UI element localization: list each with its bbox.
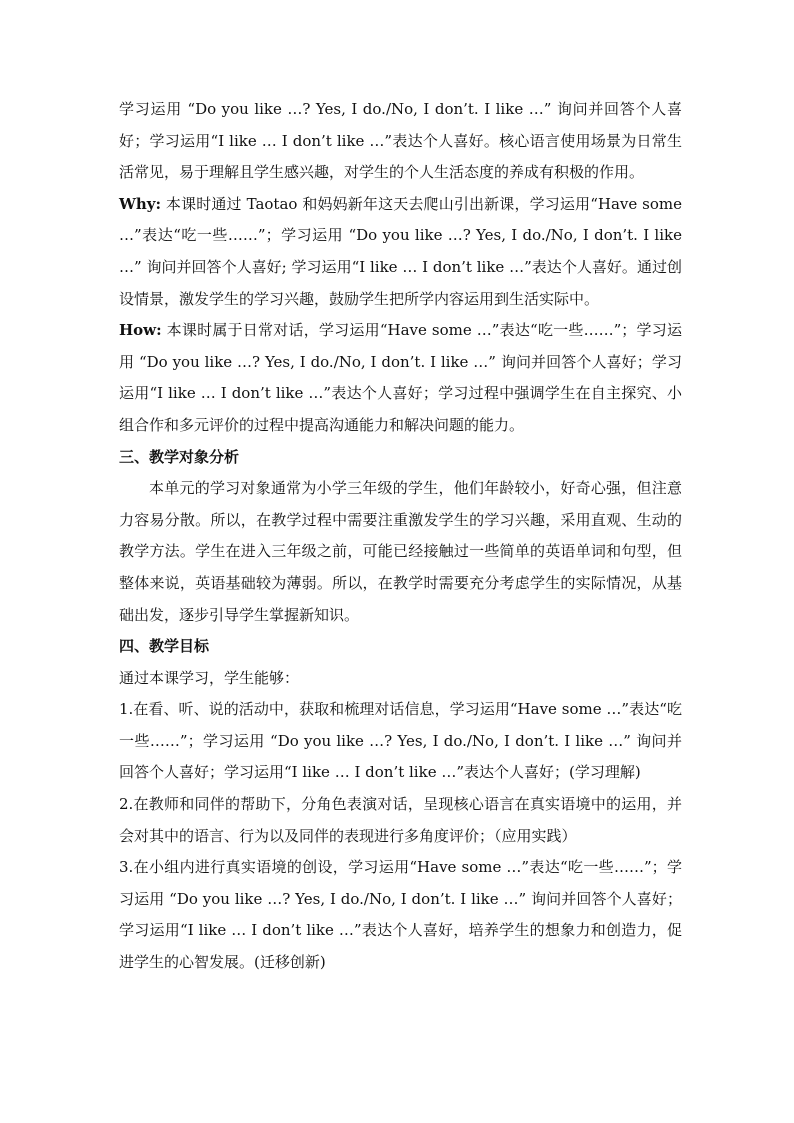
- goal-item-3: 3.在小组内进行真实语境的创设，学习运用“Have some …”表达“吃一些……”；学习运用 “Do you like …? Yes, I do./No, I don’t. I like …” 询问并回答个人喜好；学习运用“I like … I don’t like …”表达个人喜好，培养学生的想象力和创造力，促进学生的心智发展。(迁移创新): [119, 858, 682, 972]
- goal-item-1: 1.在看、听、说的活动中，获取和梳理对话信息，学习运用“Have some …”表达“吃一些……”；学习运用 “Do you like …? Yes, I do./No, I don’t. I like …” 询问并回答个人喜好；学习运用“I like … I don’t like …”表达个人喜好；(学习理解): [119, 700, 682, 782]
- section-heading-student-analysis: 三、教学对象分析: [119, 447, 240, 466]
- paragraph-core-language: [119, 94, 682, 189]
- paragraph-why: [119, 189, 682, 315]
- paragraph-how: [119, 315, 682, 441]
- goal-item-2: 2.在教师和同伴的帮助下，分角色表演对话，呈现核心语言在真实语境中的运用，并会对其中的语言、行为以及同伴的表现进行多角度评价；（应用实践）: [119, 795, 682, 845]
- paragraph-student-analysis: 本单元的学习对象通常为小学三年级的学生，他们年龄较小，好奇心强，但注意力容易分散。所以，在教学过程中需要注重激发学生的学习兴趣，采用直观、生动的教学方法。学生在进入三年级之前，可能已经接触过一些简单的英语单词和句型，但整体来说，英语基础较为薄弱。所以，在教学时需要充分考虑学生的实际情况，从基础出发，逐步引导学生掌握新知识。: [119, 479, 682, 624]
- paragraph-text: 学习运用 “Do you like …? Yes, I do./No, I don’t. I like …” 询问并回答个人喜好；学习运用“I like … I don’t like …”表达个人喜好。核心语言使用场景为日常生活常见，易于理解且学生感兴趣，对学生的个人生活态度的养成有积极的作用。: [119, 100, 682, 182]
- section-heading-teaching-goals: 四、教学目标: [119, 637, 210, 656]
- why-label: Why:: [119, 194, 162, 213]
- how-label: How:: [119, 321, 162, 340]
- paragraph-text: 本课时属于日常对话，学习运用“Have some …”表达“吃一些……”；学习运用 “Do you like …? Yes, I do./No, I don’t. I like …” 询问并回答个人喜好；学习运用“I like … I don’t like …”表达个人喜好；学习过程中强调学生在自主探究、小组合作和多元评价的过程中提高沟通能力和解决问题的能力。: [119, 321, 682, 434]
- paragraph-text: 本课时通过 Taotao 和妈妈新年这天去爬山引出新课，学习运用“Have some …”表达“吃一些……”；学习运用 “Do you like …? Yes, I do./No, I don’t. I like …” 询问并回答个人喜好; 学习运用“I like … I don’t like …”表达个人喜好。通过创设情景，激发学生的学习兴趣，鼓励学生把所学内容运用到生活实际中。: [119, 194, 682, 308]
- paragraph-goals-intro: 通过本课学习，学生能够：: [119, 668, 300, 687]
